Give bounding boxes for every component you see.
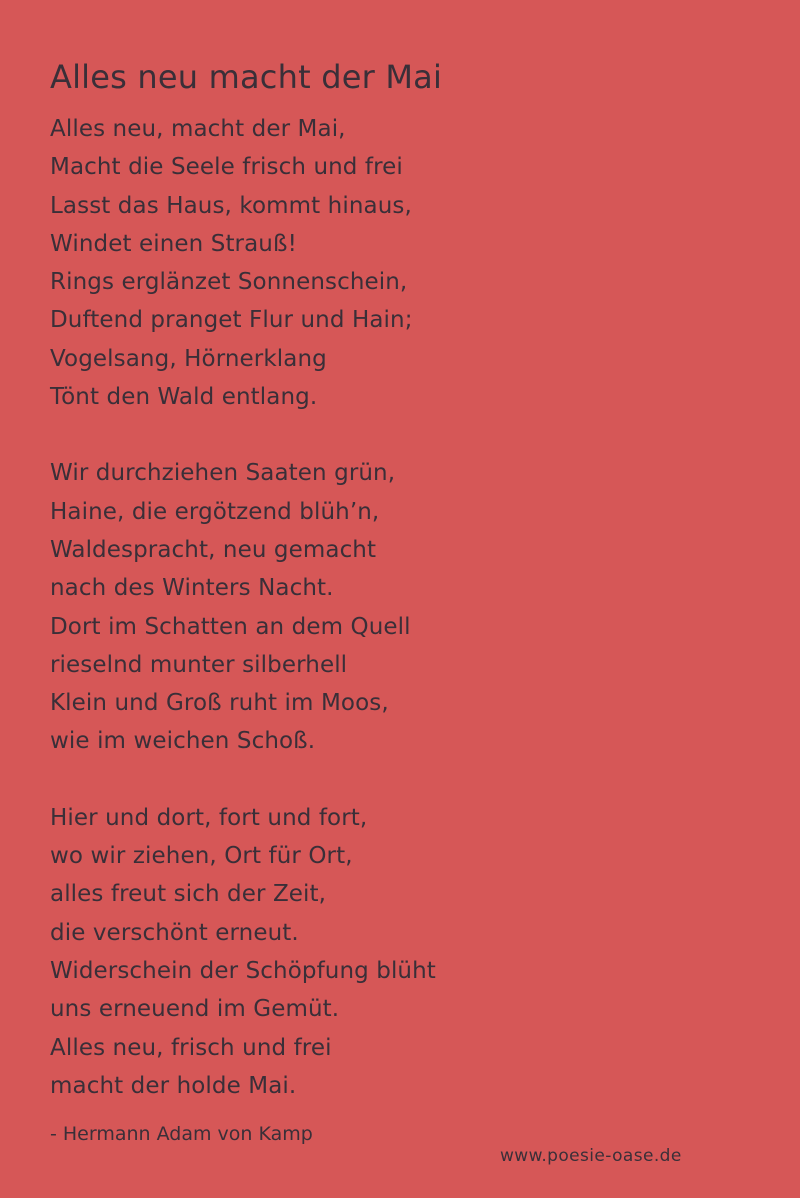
verse-line: rieselnd munter silberhell [50,651,348,678]
poem-card [50,56,750,1143]
verse-line: Macht die Seele frisch und frei [50,154,403,181]
verse-line: wie im weichen Schoß. [50,728,316,755]
poem-author: - Hermann Adam von Kamp [50,1123,313,1145]
poem-title: Alles neu macht der Mai [50,58,443,96]
site-url: www.poesie-oase.de [500,1146,682,1166]
verse-line: uns erneuend im Gemüt. [50,996,340,1023]
verse-line: Lasst das Haus, kommt hinaus, [50,192,412,219]
verse-line: Tönt den Wald entlang. [50,384,318,411]
verse-line: Hier und dort, fort und fort, [50,804,368,831]
stanza-3 [50,799,750,1105]
verse-line: Dort im Schatten an dem Quell [50,613,411,640]
stanza-2 [50,454,750,760]
verse-line: die verschönt erneut. [50,919,299,946]
stanza-1 [50,110,750,416]
verse-line: Alles neu, frisch und frei [50,1034,332,1061]
verse-line: Windet einen Strauß! [50,230,297,257]
verse-line: Haine, die ergötzend blüh’n, [50,498,380,525]
verse-line: Wir durchziehen Saaten grün, [50,460,396,487]
verse-line: Waldespracht, neu gemacht [50,536,377,563]
verse-line: nach des Winters Nacht. [50,575,334,602]
verse-line: Klein und Groß ruht im Moos, [50,690,389,717]
verse-line: wo wir ziehen, Ort für Ort, [50,843,353,870]
verse-line: Vogelsang, Hörnerklang [50,345,327,372]
verse-line: Rings erglänzet Sonnenschein, [50,269,408,296]
verse-line: macht der holde Mai. [50,1072,297,1099]
verse-line: Widerschein der Schöpfung blüht [50,957,436,984]
verse-line: alles freut sich der Zeit, [50,881,327,908]
verse-line: Alles neu, macht der Mai, [50,116,346,142]
verse-line: Duftend pranget Flur und Hain; [50,307,413,334]
